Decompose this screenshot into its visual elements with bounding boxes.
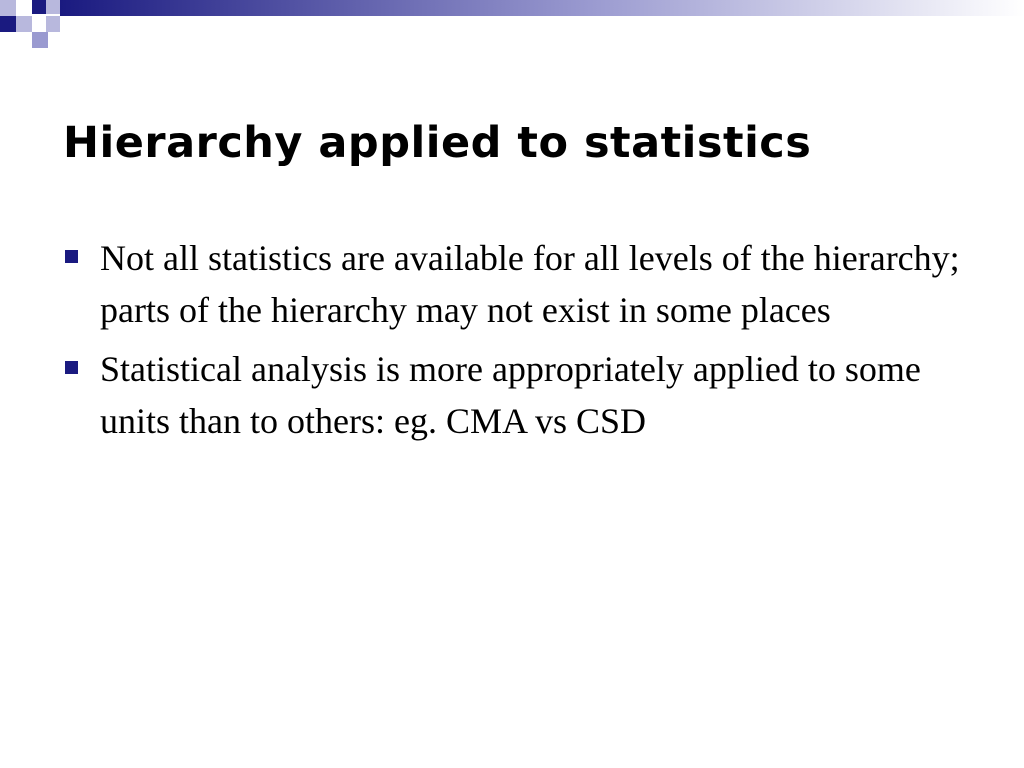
- bullet-text: Not all statistics are available for all levels of the hierarchy; parts of the hierarchy may not exist in some places: [100, 238, 960, 330]
- bullet-text: Statistical analysis is more appropriately applied to some units than to others: eg. CMA vs CSD: [100, 349, 921, 441]
- checkered-squares-icon: [0, 0, 60, 62]
- slide-title: Hierarchy applied to statistics: [63, 118, 812, 168]
- square-bullet-icon: [65, 250, 78, 263]
- header-gradient-band: [60, 0, 1024, 16]
- bullet-item: [62, 232, 962, 336]
- header-decoration: [0, 0, 1024, 62]
- square-bullet-icon: [65, 361, 78, 374]
- bullet-list: [62, 232, 962, 454]
- bullet-item: [62, 343, 962, 447]
